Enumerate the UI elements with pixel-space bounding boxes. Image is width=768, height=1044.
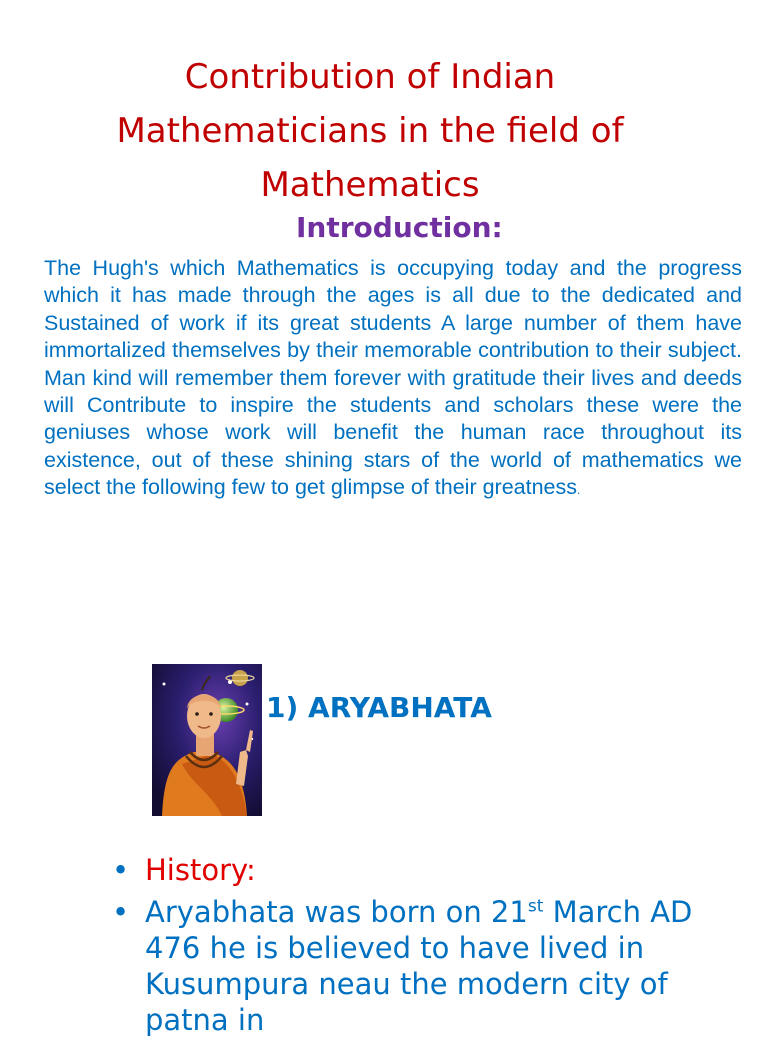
bullet-dot: • xyxy=(112,895,130,929)
intro-heading: Introduction: xyxy=(296,211,503,244)
title-line-2: Mathematicians in the field of xyxy=(116,111,624,151)
bullet-dot: • xyxy=(112,853,130,887)
section-heading-aryabhata: 1) ARYABHATA xyxy=(266,691,492,724)
intro-text: The Hugh's which Mathematics is occupying today and the progress which it has made through the ages is all due to the dedicated and Sustained of work if its great students A large number of them have immortalized themselves by their memorable contribution to their subject. Man kind will remember them forever with gratitude their lives and deeds will Contribute to inspire the students and scholars these were the geniuses whose work will benefit the human race throughout its existence, out of these shining stars of the world of mathematics we select the following few to get glimpse of their greatness xyxy=(44,256,742,500)
bullet-text-history: History: xyxy=(145,853,256,887)
aryabhata-portrait-icon xyxy=(152,664,262,816)
bullet-text-born-sup: st xyxy=(527,896,544,917)
bullet-list xyxy=(112,852,732,1044)
page-title xyxy=(40,50,700,212)
intro-trailing-dot: . xyxy=(577,483,581,498)
bullet-text-born-part2: March AD 476 he is believed to have lived in Kusumpura neau the modern city of patna in xyxy=(145,895,693,1037)
bullet-item-born xyxy=(112,894,732,1038)
intro-paragraph xyxy=(44,255,742,505)
title-line-1: Contribution of Indian xyxy=(184,57,556,97)
title-line-3: Mathematics xyxy=(260,165,480,205)
bullet-item-history xyxy=(112,852,732,888)
bullet-text-born-part1: Aryabhata was born on 21 xyxy=(145,895,528,929)
